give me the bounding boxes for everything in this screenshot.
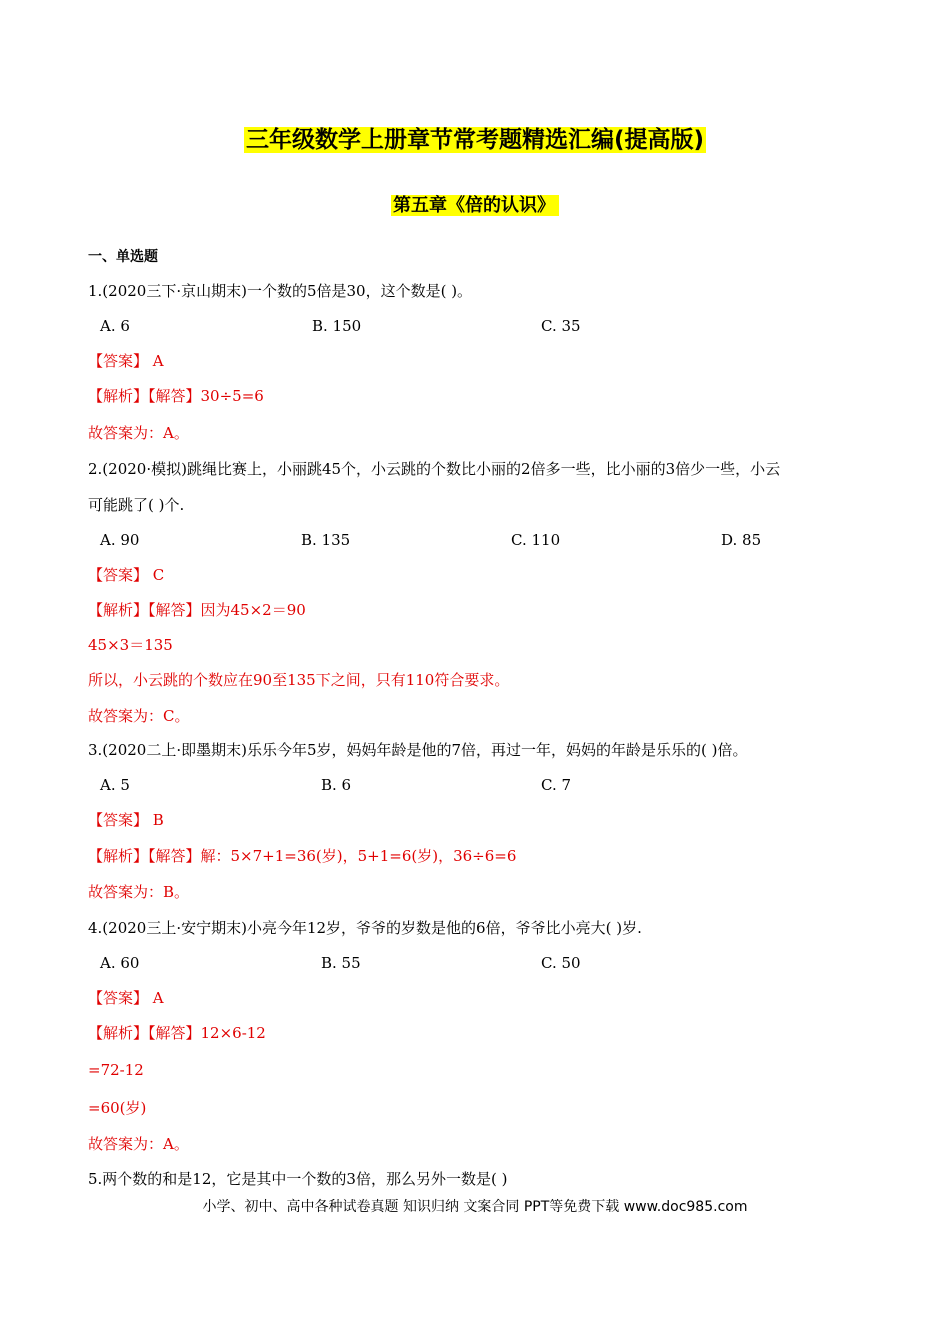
- question-4-answer: 【答案】 A: [88, 989, 164, 1007]
- question-2-analysis: 【解析】【解答】因为45×2＝90: [88, 601, 306, 619]
- question-2-option-d: D. 85: [721, 531, 762, 549]
- question-5-stem: 5.两个数的和是12，它是其中一个数的3倍，那么另外一数是( ): [88, 1170, 508, 1188]
- question-1-option-a: A. 6: [100, 317, 130, 335]
- question-2-stem-line1: 2.(2020·模拟)跳绳比赛上，小丽跳45个，小云跳的个数比小丽的2倍多一些，比小丽的3倍少一些，小云: [88, 460, 781, 478]
- page-footer: 小学、初中、高中各种试卷真题 知识归纳 文案合同 PPT等免费下载 www.doc985.com: [202, 1199, 748, 1215]
- question-3-option-a: A. 5: [100, 776, 130, 794]
- question-1-answer: 【答案】 A: [88, 352, 164, 370]
- question-2-step-1: 45×3＝135: [88, 636, 173, 654]
- question-2-option-a: A. 90: [100, 531, 140, 549]
- question-3-option-c: C. 7: [541, 776, 572, 794]
- question-1-stem: 1.(2020三下·京山期末)一个数的5倍是30，这个数是( )。: [88, 282, 473, 300]
- question-4-option-a: A. 60: [100, 954, 140, 972]
- question-4-option-b: B. 55: [321, 954, 361, 972]
- chapter-subtitle: 第五章《倍的认识》: [0, 192, 950, 220]
- question-3-analysis: 【解析】【解答】解：5×7+1=36(岁)，5+1=6(岁)，36÷6=6: [88, 847, 517, 865]
- question-3-option-b: B. 6: [321, 776, 352, 794]
- question-3-answer: 【答案】 B: [88, 811, 164, 829]
- question-4-stem: 4.(2020三上·安宁期末)小亮今年12岁，爷爷的岁数是他的6倍，爷爷比小亮大( )岁.: [88, 919, 642, 937]
- question-1-analysis: 【解析】【解答】30÷5=6: [88, 387, 264, 405]
- question-1-option-b: B. 150: [312, 317, 362, 335]
- question-1-option-c: C. 35: [541, 317, 581, 335]
- question-2-option-c: C. 110: [511, 531, 561, 549]
- question-4-conclusion: 故答案为：A。: [88, 1135, 189, 1153]
- question-3-stem: 3.(2020二上·即墨期末)乐乐今年5岁，妈妈年龄是他的7倍，再过一年，妈妈的年龄是乐乐的( )倍。: [88, 741, 748, 759]
- question-4-step-1: =72-12: [88, 1061, 144, 1079]
- document-title: 三年级数学上册章节常考题精选汇编(提高版): [245, 127, 705, 153]
- question-2-stem-line2: 可能跳了( )个.: [88, 496, 185, 514]
- section-heading: 一、单选题: [88, 249, 158, 265]
- question-1-conclusion: 故答案为：A。: [88, 424, 189, 442]
- question-4-step-2: =60(岁): [88, 1099, 147, 1117]
- question-2-step-2: 所以，小云跳的个数应在90至135下之间，只有110符合要求。: [88, 671, 510, 689]
- question-4-analysis: 【解析】【解答】12×6-12: [88, 1024, 266, 1042]
- question-3-conclusion: 故答案为：B。: [88, 883, 190, 901]
- question-2-answer: 【答案】 C: [88, 566, 165, 584]
- question-2-conclusion: 故答案为：C。: [88, 707, 190, 725]
- question-2-option-b: B. 135: [301, 531, 351, 549]
- question-4-option-c: C. 50: [541, 954, 581, 972]
